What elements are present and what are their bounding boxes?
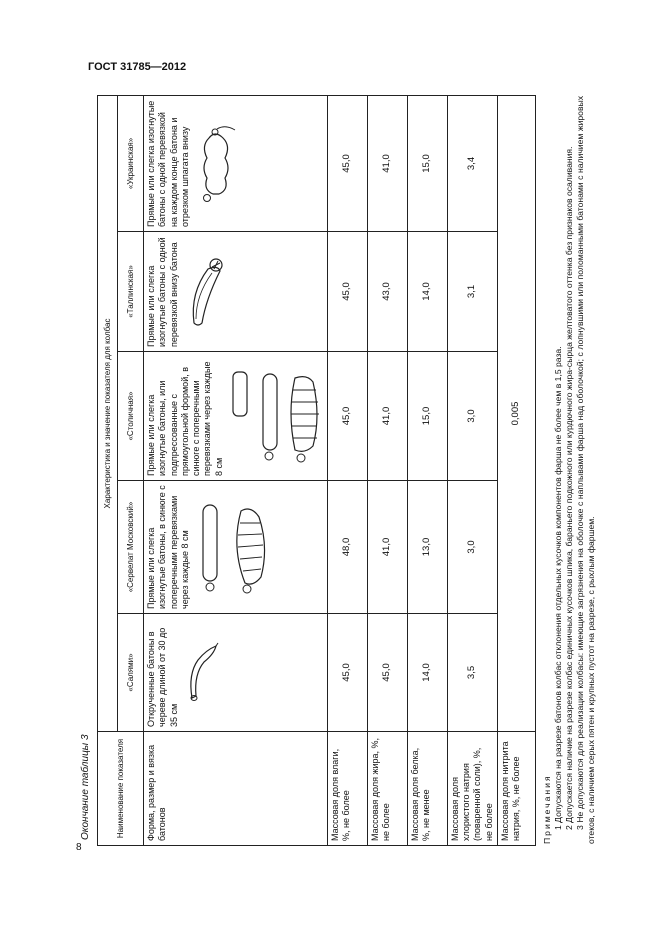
value-cell: 45,0 — [327, 614, 367, 732]
header-product: «Таллинская» — [118, 232, 144, 352]
sausage-characteristics-table — [97, 95, 536, 846]
form-description: Прямые или слегка изогнутые батоны с одной перевязкой внизу батона — [146, 237, 179, 347]
form-description: Открученные батоны в черевe длиной от 30 до 35 см — [146, 627, 179, 727]
value-cell: 15,0 — [407, 352, 447, 481]
header-product: «Украинская» — [118, 95, 144, 231]
row-label-salt: Массовая доля хлористого натрия (поваренной соли), %, не более — [447, 732, 497, 846]
stolichnaya-sausage-illustration — [229, 366, 325, 466]
form-description: Прямые или слегка изогнутые батоны, или подпрессованные с прямоугольной формой, в синюге с поперечными перевязками через каждые 8 см — [146, 361, 224, 476]
value-cell: 45,0 — [327, 232, 367, 352]
row-label-nitrite: Массовая доля нитрита натрия, %, не более — [497, 732, 535, 846]
header-group: Характеристика и значение показателя для колбас — [98, 95, 118, 731]
page-number: 8 — [76, 842, 82, 853]
value-cell: 13,0 — [407, 481, 447, 614]
header-product: «Столичная» — [118, 352, 144, 481]
value-cell: 41,0 — [367, 95, 407, 231]
form-cell-tallinskaya — [144, 232, 328, 352]
row-label-moisture: Массовая доля влаги, %, не более — [327, 732, 367, 846]
form-cell-servelat — [144, 481, 328, 614]
value-cell: 48,0 — [327, 481, 367, 614]
rotated-table-area — [97, 96, 609, 846]
value-cell: 3,5 — [447, 614, 497, 732]
value-cell: 3,0 — [447, 352, 497, 481]
value-cell: 14,0 — [407, 614, 447, 732]
row-label-fat: Массовая доля жира, %, не более — [367, 732, 407, 846]
value-cell: 3,4 — [447, 95, 497, 231]
value-cell: 45,0 — [367, 614, 407, 732]
value-cell: 43,0 — [367, 232, 407, 352]
form-description: Прямые или слегка изогнутые батоны с одной перевязкой на каждом конце батона и отрезком шпагата внизу — [146, 100, 190, 227]
nitrite-value: 0,005 — [497, 95, 535, 731]
header-indicator-name: Наименование показателя — [98, 732, 144, 846]
value-cell: 14,0 — [407, 232, 447, 352]
document-header: ГОСТ 31785—2012 — [88, 61, 187, 73]
note-item: 2 Допускается наличие на разрезе колбас единичных кусочков шпика, бараньего подкожного или курдючного жира-сырца желтоватого оттенка без признаков осаливания. — [564, 146, 575, 830]
note-item: 3 Не допускаются для реализации колбасы: имеющие загрязнения на оболочке с наплывами фарша над оболочкой; с лопнувшими или поломанными батонами с наличием жировых отеков, с наличием серых пятен и крупных пустот на разрезе, с рыхлым фаршем. — [575, 96, 597, 844]
value-cell: 41,0 — [367, 481, 407, 614]
row-label-protein: Массовая доля белка, %, не менее — [407, 732, 447, 846]
notes-title: Примечания — [541, 774, 552, 844]
form-cell-stolichnaya — [144, 352, 328, 481]
form-description: Прямые или слегка изогнутые батоны, в синюге с поперечными перевязками через каждые 8 см — [146, 485, 190, 609]
servelat-sausage-illustration — [195, 497, 285, 597]
ukrainskaya-sausage-illustration — [195, 122, 243, 204]
value-cell: 15,0 — [407, 95, 447, 231]
value-cell: 3,1 — [447, 232, 497, 352]
value-cell: 41,0 — [367, 352, 407, 481]
header-product: «Сервелат Московский» — [118, 481, 144, 614]
row-label-form: Форма, размер и вязка батонов — [144, 732, 328, 846]
table-caption: Окончание таблицы 3 — [80, 734, 91, 840]
tallinskaya-sausage-illustration — [184, 254, 234, 330]
notes-section — [542, 96, 598, 846]
note-item: 1 Допускаются на разрезе батонов колбас отклонения отдельных кусочков компонентов фарша не более чем в 1,5 раза. — [552, 346, 563, 830]
value-cell: 45,0 — [327, 95, 367, 231]
header-product: «Салями» — [118, 614, 144, 732]
value-cell: 3,0 — [447, 481, 497, 614]
form-cell-ukrainskaya — [144, 95, 328, 231]
form-cell-salyami — [144, 614, 328, 732]
salyami-sausage-illustration — [184, 641, 220, 705]
value-cell: 45,0 — [327, 352, 367, 481]
